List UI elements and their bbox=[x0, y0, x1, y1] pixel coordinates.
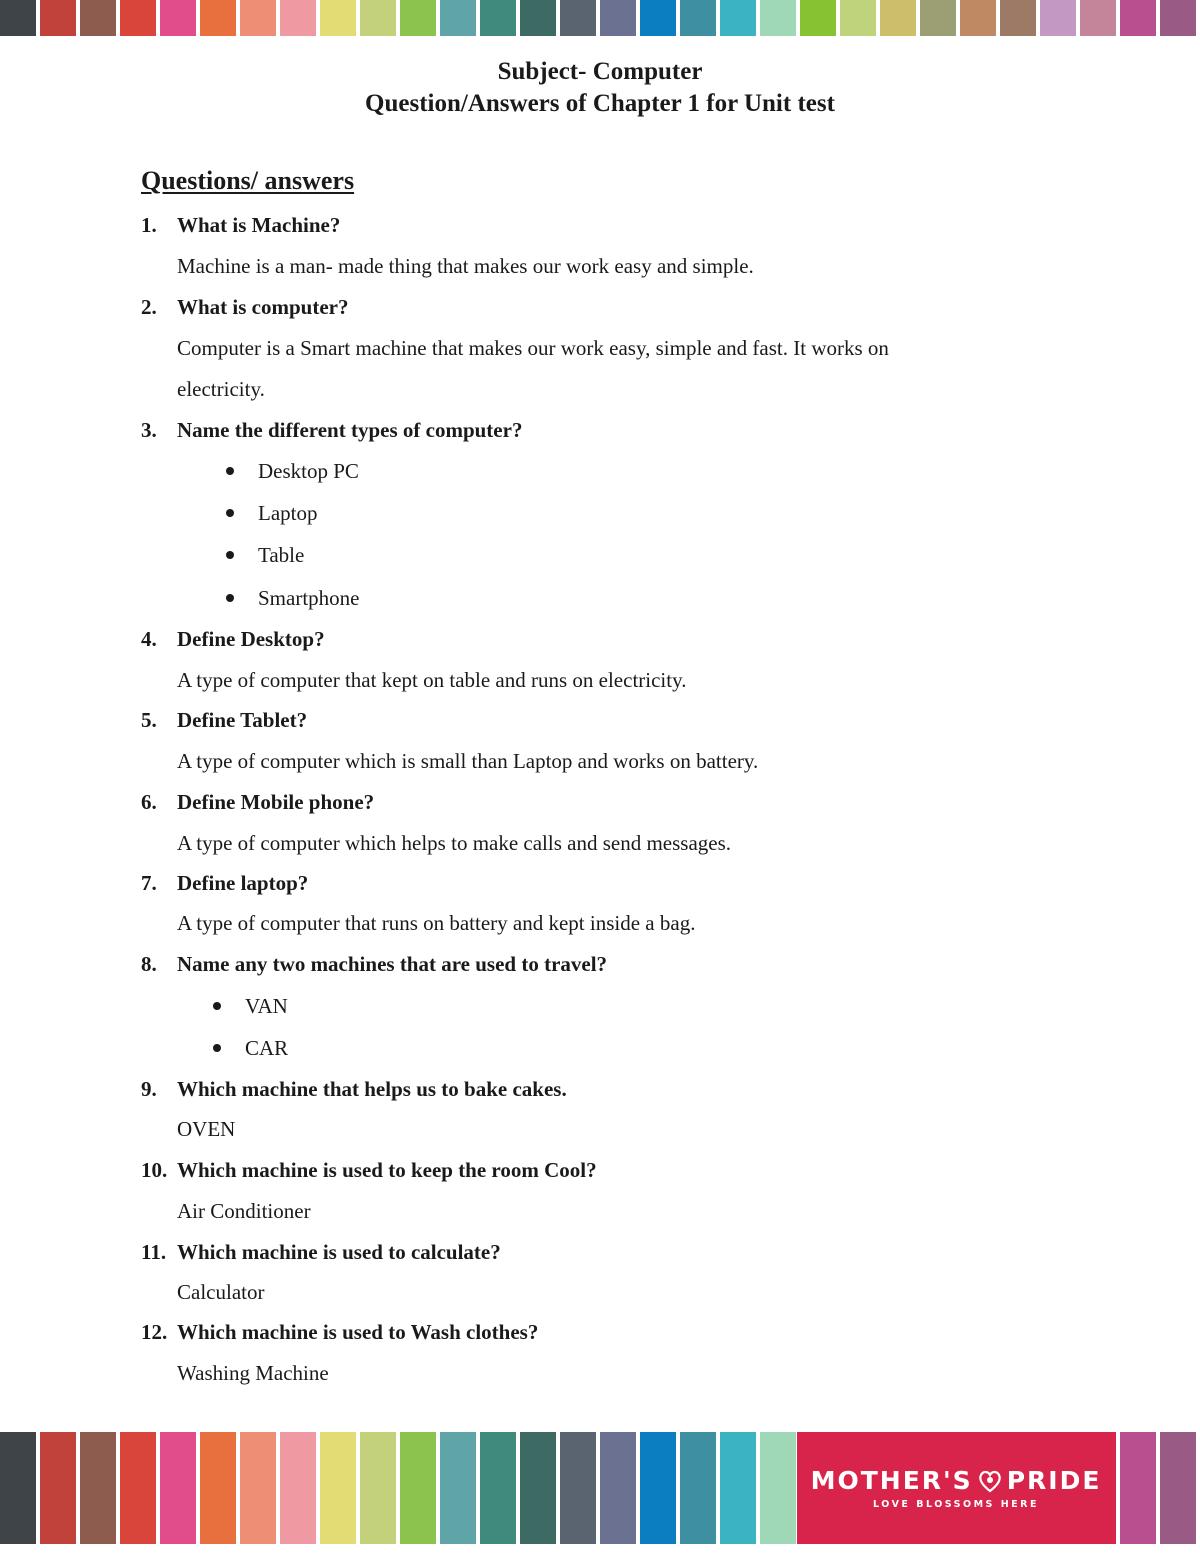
question-item: 4. Define Desktop? bbox=[141, 627, 325, 651]
question-item: 7. Define laptop? bbox=[141, 871, 309, 895]
brand-tagline: LOVE BLOSSOMS HERE bbox=[873, 1499, 1039, 1510]
color-stripe bbox=[160, 0, 196, 36]
answer-text: Machine is a man- made thing that makes our work easy and simple. bbox=[177, 254, 754, 278]
question-text: Which machine is used to Wash clothes? bbox=[177, 1320, 539, 1344]
color-stripe bbox=[1080, 0, 1116, 36]
page-title bbox=[0, 56, 1200, 120]
color-stripe bbox=[560, 0, 596, 36]
color-stripe bbox=[520, 1432, 556, 1544]
color-stripe bbox=[400, 1432, 436, 1544]
question-item: 10. Which machine is used to keep the room Cool? bbox=[141, 1158, 597, 1182]
question-item: 12. Which machine is used to Wash clothes? bbox=[141, 1320, 539, 1344]
answer-text: A type of computer that kept on table and runs on electricity. bbox=[177, 668, 687, 692]
color-stripe bbox=[120, 1432, 156, 1544]
bullet-item: Smartphone bbox=[226, 586, 359, 611]
bullet-item: Table bbox=[226, 543, 304, 568]
question-text: Which machine is used to calculate? bbox=[177, 1240, 501, 1264]
color-stripe bbox=[600, 0, 636, 36]
bullet-dot-icon bbox=[226, 551, 234, 559]
color-stripe bbox=[440, 0, 476, 36]
top-color-stripes bbox=[0, 0, 1200, 36]
color-stripe bbox=[680, 0, 716, 36]
question-text: Define Desktop? bbox=[177, 627, 325, 651]
color-stripe bbox=[520, 0, 556, 36]
question-text: What is Machine? bbox=[177, 213, 341, 237]
question-text: Name any two machines that are used to travel? bbox=[177, 952, 608, 976]
answer-text: Air Conditioner bbox=[177, 1199, 311, 1223]
color-stripe bbox=[760, 0, 796, 36]
answer-text: A type of computer which is small than Laptop and works on battery. bbox=[177, 749, 759, 773]
color-stripe bbox=[480, 0, 516, 36]
color-stripe bbox=[1040, 0, 1076, 36]
answer-text: OVEN bbox=[177, 1117, 236, 1141]
color-stripe bbox=[240, 0, 276, 36]
question-item: 3. Name the different types of computer? bbox=[141, 418, 523, 442]
color-stripe bbox=[880, 0, 916, 36]
bullet-dot-icon bbox=[226, 467, 234, 475]
color-stripe bbox=[200, 0, 236, 36]
color-stripe bbox=[440, 1432, 476, 1544]
color-stripe bbox=[280, 1432, 316, 1544]
answer-text: A type of computer which helps to make calls and send messages. bbox=[177, 831, 732, 855]
color-stripe bbox=[80, 0, 116, 36]
color-stripe bbox=[1120, 1432, 1156, 1544]
color-stripe bbox=[40, 1432, 76, 1544]
question-item: 6. Define Mobile phone? bbox=[141, 790, 375, 814]
color-stripe bbox=[280, 0, 316, 36]
color-stripe bbox=[1160, 0, 1196, 36]
question-text: Define Tablet? bbox=[177, 708, 308, 732]
question-item: 2. What is computer? bbox=[141, 295, 349, 319]
color-stripe bbox=[360, 0, 396, 36]
question-item: 8. Name any two machines that are used to travel? bbox=[141, 952, 608, 976]
question-item: 9. Which machine that helps us to bake cakes. bbox=[141, 1077, 567, 1101]
color-stripe bbox=[960, 0, 996, 36]
color-stripe bbox=[1000, 0, 1036, 36]
answer-text: Computer is a Smart machine that makes our work easy, simple and fast. It works on bbox=[177, 336, 889, 360]
color-stripe bbox=[1120, 0, 1156, 36]
bullet-dot-icon bbox=[213, 1044, 221, 1052]
bullet-item: VAN bbox=[213, 994, 288, 1019]
color-stripe bbox=[40, 0, 76, 36]
color-stripe bbox=[480, 1432, 516, 1544]
question-text: Which machine is used to keep the room Cool? bbox=[177, 1158, 597, 1182]
color-stripe bbox=[400, 0, 436, 36]
answer-text: Calculator bbox=[177, 1280, 265, 1304]
color-stripe bbox=[560, 1432, 596, 1544]
color-stripe bbox=[200, 1432, 236, 1544]
question-text: Define laptop? bbox=[177, 871, 309, 895]
color-stripe bbox=[640, 1432, 676, 1544]
bullet-dot-icon bbox=[226, 594, 234, 602]
color-stripe bbox=[320, 0, 356, 36]
color-stripe bbox=[720, 1432, 756, 1544]
brand-logo bbox=[797, 1432, 1115, 1544]
color-stripe bbox=[840, 0, 876, 36]
color-stripe bbox=[800, 0, 836, 36]
color-stripe bbox=[720, 0, 756, 36]
bullet-dot-icon bbox=[213, 1002, 221, 1010]
color-stripe bbox=[320, 1432, 356, 1544]
color-stripe bbox=[0, 0, 36, 36]
question-item: 1. What is Machine? bbox=[141, 213, 341, 237]
title-chapter: Question/Answers of Chapter 1 for Unit test bbox=[365, 90, 835, 117]
answer-text: electricity. bbox=[177, 377, 265, 401]
color-stripe bbox=[160, 1432, 196, 1544]
question-item: 11. Which machine is used to calculate? bbox=[141, 1240, 501, 1264]
bullet-item: Desktop PC bbox=[226, 459, 359, 484]
section-heading: Questions/ answers bbox=[141, 166, 355, 195]
question-text: What is computer? bbox=[177, 295, 349, 319]
brand-name: MOTHER'S PRIDE bbox=[810, 1466, 1102, 1495]
question-item: 5. Define Tablet? bbox=[141, 708, 308, 732]
answer-text: Washing Machine bbox=[177, 1361, 329, 1385]
color-stripe bbox=[640, 0, 676, 36]
answer-text: A type of computer that runs on battery and kept inside a bag. bbox=[177, 911, 696, 935]
color-stripe bbox=[120, 0, 156, 36]
title-subject: Subject- Computer bbox=[497, 58, 703, 85]
color-stripe bbox=[600, 1432, 636, 1544]
color-stripe bbox=[760, 1432, 796, 1544]
color-stripe bbox=[80, 1432, 116, 1544]
question-text: Define Mobile phone? bbox=[177, 790, 375, 814]
color-stripe bbox=[240, 1432, 276, 1544]
color-stripe bbox=[680, 1432, 716, 1544]
color-stripe bbox=[0, 1432, 36, 1544]
bullet-dot-icon bbox=[226, 509, 234, 517]
question-text: Which machine that helps us to bake cakes. bbox=[177, 1077, 567, 1101]
heart-icon bbox=[977, 1468, 1003, 1494]
color-stripe bbox=[360, 1432, 396, 1544]
color-stripe bbox=[920, 0, 956, 36]
question-text: Name the different types of computer? bbox=[177, 418, 523, 442]
bullet-item: CAR bbox=[213, 1036, 288, 1061]
bullet-item: Laptop bbox=[226, 501, 317, 526]
color-stripe bbox=[1160, 1432, 1196, 1544]
